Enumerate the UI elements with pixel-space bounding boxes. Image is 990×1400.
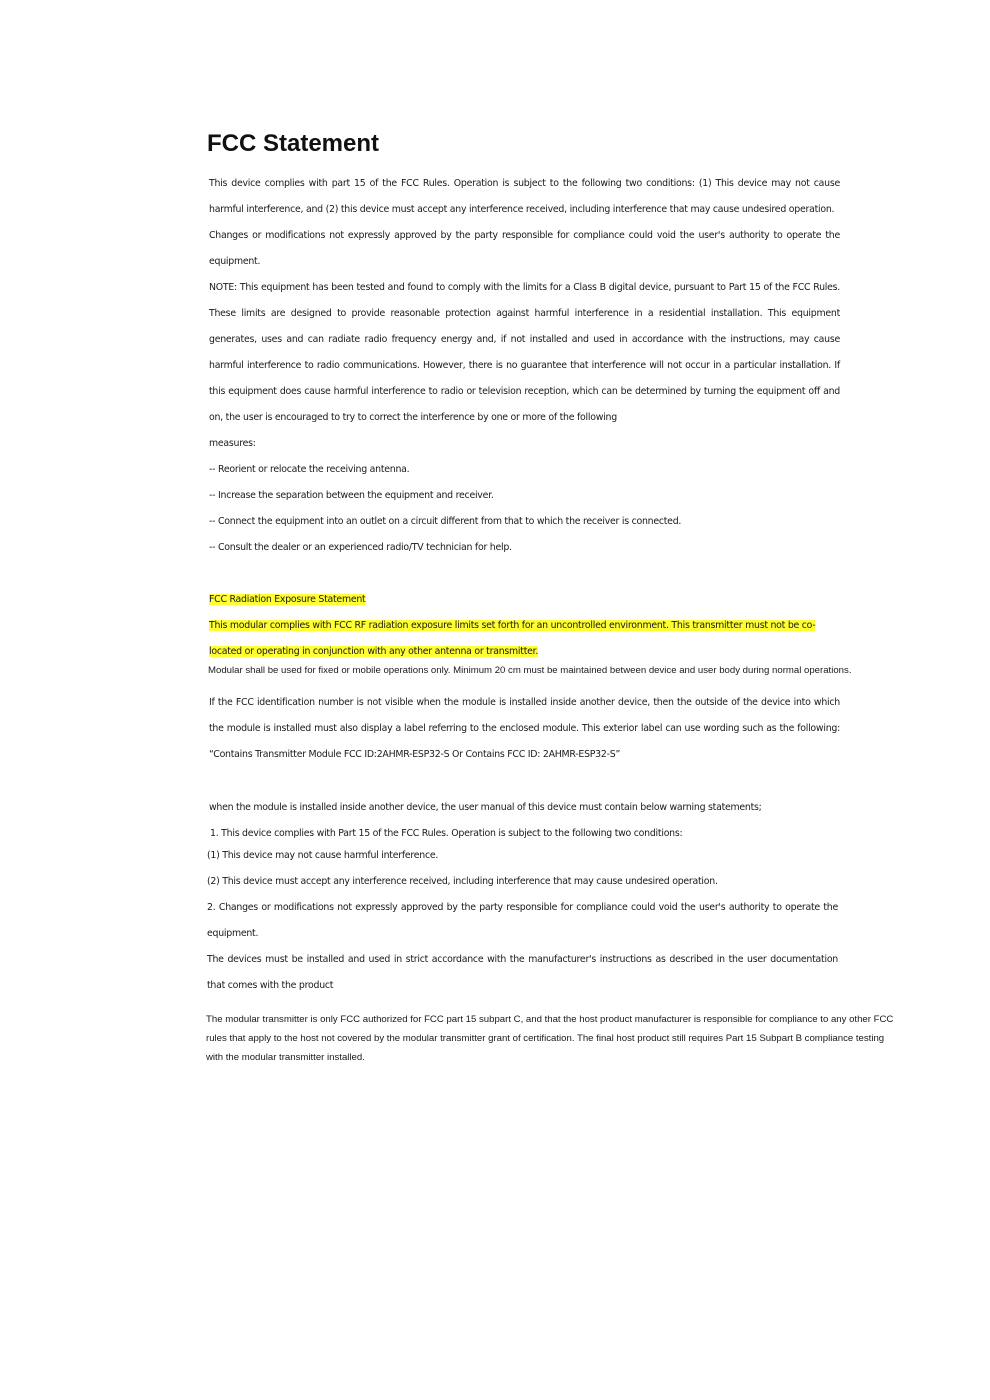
- measure-item: -- Increase the separation between the equipment and receiver.: [209, 490, 494, 501]
- measure-item: -- Reorient or relocate the receiving antenna.: [209, 464, 410, 475]
- manual-item-1: 1. This device complies with Part 15 of the FCC Rules. Operation is subject to the following two conditions:: [210, 828, 683, 839]
- modular-use-statement: Modular shall be used for fixed or mobile operations only. Minimum 20 cm must be maintained between device and user body during normal operations.: [208, 665, 852, 676]
- manual-intro: when the module is installed inside another device, the user manual of this device must contain below warning statements;: [209, 802, 762, 813]
- radiation-heading: [209, 587, 840, 613]
- label-requirement-paragraph: If the FCC identification number is not visible when the module is installed inside another device, then the outside of the device into which the module is installed must also display a label referring to the enclosed module. This exterior label can use wording such as the following: “Contains Transmitter Module FCC ID:2AHMR-ESP32-S Or Contains FCC ID: 2AHMR-ESP32-S”: [209, 697, 840, 760]
- measure-item: -- Consult the dealer or an experienced radio/TV technician for help.: [209, 542, 512, 553]
- manual-condition-1: (1) This device may not cause harmful interference.: [207, 850, 439, 861]
- radiation-line-2-highlight: located or operating in conjunction with any other antenna or transmitter.: [209, 646, 539, 657]
- class-b-note-paragraph: NOTE: This equipment has been tested and found to comply with the limits for a Class B digital device, pursuant to Part 15 of the FCC Rules. These limits are designed to provide reasonable protection against harmful interference in a residential installation. This equipment generates, uses and can radiate radio frequency energy and, if not installed and used in accordance with the instructions, may cause harmful interference to radio communications. However, there is no guarantee that interference will not occur in a particular installation. If this equipment does cause harmful interference to radio or television reception, which can be determined by turning the equipment off and on, the user is encouraged to try to correct the interference by one or more of the following: [209, 282, 840, 423]
- modifications-paragraph: Changes or modifications not expressly approved by the party responsible for compliance could void the user's authority to operate the equipment.: [209, 230, 840, 267]
- manual-condition-2: (2) This device must accept any interference received, including interference that may cause undesired operation.: [207, 876, 718, 887]
- page-title: FCC Statement: [207, 130, 380, 157]
- installation-paragraph: The devices must be installed and used in strict accordance with the manufacturer's instructions as described in the user documentation that comes with the product: [207, 954, 838, 991]
- modular-transmitter-paragraph: The modular transmitter is only FCC authorized for FCC part 15 subpart C, and that the host product manufacturer is responsible for compliance to any other FCC rules that apply to the host not covered by the modular transmitter grant of certification. The final host product still requires Part 15 Subpart B compliance testing with the modular transmitter installed.: [206, 1014, 894, 1063]
- compliance-paragraph: This device complies with part 15 of the FCC Rules. Operation is subject to the following two conditions: (1) This device may not cause harmful interference, and (2) this device must accept any interference received, including interference that may cause undesired operation.: [209, 178, 840, 215]
- radiation-line-1-highlight: This modular complies with FCC RF radiation exposure limits set forth for an uncontrolled environment. This transmitter must not be co-: [209, 620, 816, 631]
- radiation-line-1: [209, 613, 849, 639]
- manual-item-2: 2. Changes or modifications not expressly approved by the party responsible for compliance could void the user's authority to operate the equipment.: [207, 902, 838, 939]
- measure-item: -- Connect the equipment into an outlet on a circuit different from that to which the receiver is connected.: [209, 516, 682, 527]
- radiation-heading-highlight: FCC Radiation Exposure Statement: [209, 594, 366, 605]
- measures-label: measures:: [209, 438, 256, 449]
